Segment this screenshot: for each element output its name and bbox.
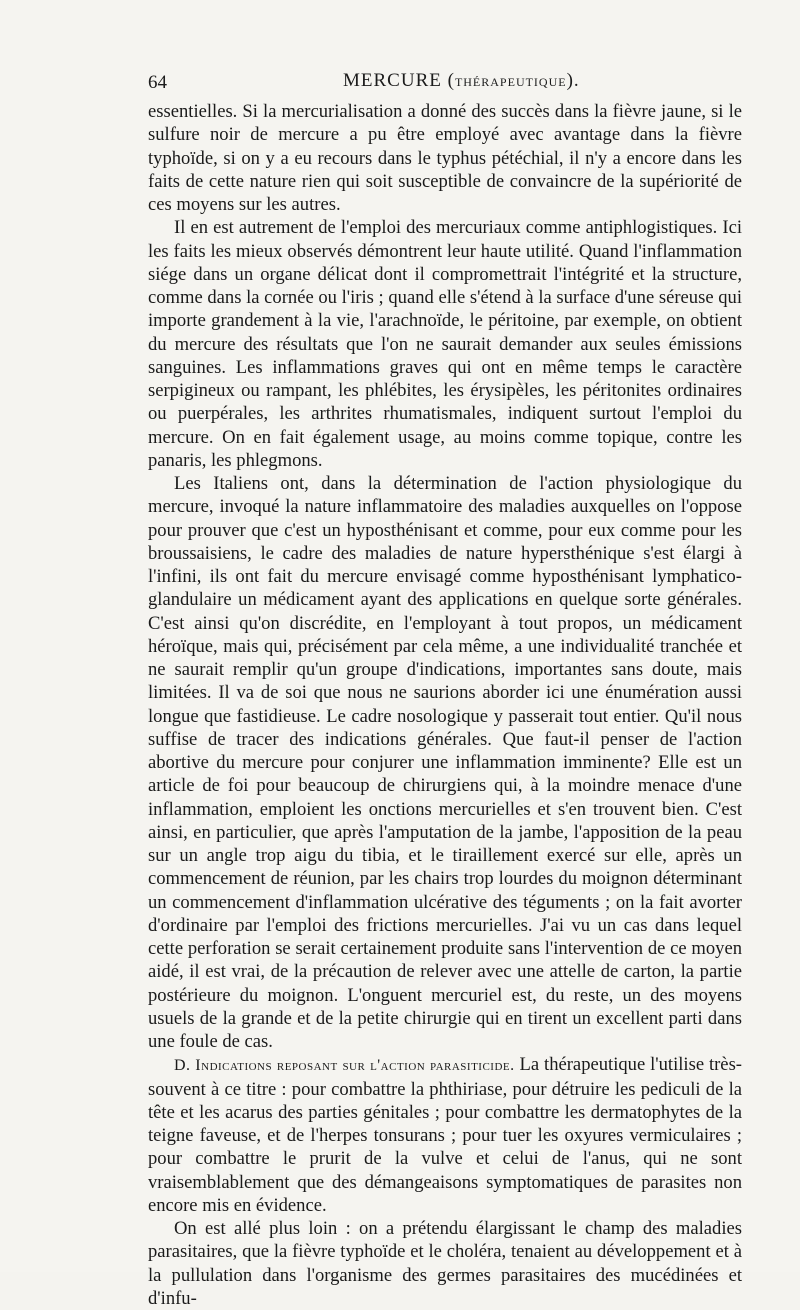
running-title-close: ). bbox=[566, 70, 580, 91]
section-heading: D. Indications reposant sur l'action parasiticide. bbox=[174, 1057, 515, 1075]
paragraph bbox=[148, 100, 742, 216]
running-title-main: MERCURE bbox=[343, 70, 442, 91]
running-title-sub: THÉRAPEUTIQUE bbox=[454, 75, 567, 89]
paragraph-text: La thérapeutique l'utilise très-souvent à ce titre : pour combattre la phthiriase, pour détruire les pediculi de la tête et les acarus des parties génitales ; pour combattre les dermatophytes de la teigne faveuse, et de l'herpes tonsurans ; pour tuer les oxyures vermiculaires ; pour combattre le prurit de la vulve et celui de l'anus, qui ne sont vraisemblablement que des démangeaisons symptomatiques de parasites non encore mis en évidence. bbox=[148, 1054, 742, 1216]
paragraph bbox=[148, 1217, 742, 1310]
paragraph-text: Les Italiens ont, dans la détermination de l'action physiologique du mercure, invoqué la nature inflammatoire des maladies auxquelles on l'oppose pour prouver que c'est un hyposthénisant et comme, pour eux comme pour les broussaisiens, le cadre des maladies de nature hypersthénique s'est élargi à l'infini, ils ont fait du mercure envisagé comme hyposthénisant lymphatico-glandulaire un médicament ayant des applications en quelque sorte générales. C'est ainsi qu'on discrédite, en l'employant à tout propos, un médicament héroïque, mais qui, précisément par cela même, a une individualité tranchée et ne saurait remplir qu'un groupe d'indications, importantes sans doute, mais limitées. Il va de soi que nous ne saurions aborder ici une énumération aussi longue que fastidieuse. Le cadre nosologique y passerait tout entier. Qu'il nous suffise de tracer des indications générales. Que faut-il penser de l'action abortive du mercure pour conjurer une inflammation imminente? Elle est un article de foi pour beaucoup de chirurgiens qui, à la moindre menace d'une inflammation, emploient les onctions mercurielles et s'en trouvent bien. C'est ainsi, en particulier, que après l'amputation de la jambe, l'apposition de la peau sur un angle trop aigu du tibia, et le tiraillement exercé sur elle, après un commencement de réunion, par les chairs trop lourdes du moignon déterminant un commencement d'inflammation ulcérative des téguments ; on la fait avorter d'ordinaire par l'emploi des frictions mercurielles. J'ai vu un cas dans lequel cette perforation se serait certainement produite sans l'intervention de ce moyen aidé, il est vrai, de la précaution de relever avec une attelle de carton, la partie postérieure du moignon. L'onguent mercuriel est, du reste, un des moyens usuels de la grande et de la petite chirurgie qui en tirent un excellent parti dans une foule de cas. bbox=[148, 473, 742, 1052]
paragraph-text: essentielles. Si la mercurialisation a donné des succès dans la fièvre jaune, si le sulfure noir de mercure a pu être employé avec avantage dans la fièvre typhoïde, si on y a eu recours dans le typhus pétéchial, il n'y a encore dans les faits de cette nature rien qui soit susceptible de convaincre de la supériorité de ces moyens sur les autres. bbox=[148, 101, 742, 215]
running-title-open: ( bbox=[441, 70, 455, 91]
running-title bbox=[343, 70, 580, 92]
paragraph bbox=[148, 1053, 742, 1217]
paragraph-text: Il en est autrement de l'emploi des mercuriaux comme antiphlogistiques. Ici les faits les mieux observés démontrent leur haute utilité. Quand l'inflammation siége dans un organe délicat dont il compromettrait l'intégrité et la structure, comme dans la cornée ou l'iris ; quand elle s'étend à la surface d'une séreuse qui importe grandement à la vie, l'arachnoïde, le péritoine, par exemple, on obtient du mercure des résultats que l'on ne saurait demander aux seules émissions sanguines. Les inflammations graves qui ont en même temps le caractère serpigineux ou rampant, les phlébites, les érysipèles, les péritonites ordinaires ou puerpérales, les arthrites rhumatismales, indiquent surtout l'emploi du mercure. On en fait également usage, au moins comme topique, contre les panaris, les phlegmons. bbox=[148, 217, 742, 471]
paragraph bbox=[148, 472, 742, 1053]
page-number: 64 bbox=[148, 72, 167, 93]
paragraph bbox=[148, 216, 742, 472]
body-text bbox=[148, 100, 742, 1310]
page-header bbox=[148, 70, 738, 98]
paragraph-text: On est allé plus loin : on a prétendu élargissant le champ des maladies parasitaires, que la fièvre typhoïde et le choléra, tenaient au développement et à la pullulation dans l'organisme des germes parasitaires des mucédinées et d'infu- bbox=[148, 1218, 742, 1309]
